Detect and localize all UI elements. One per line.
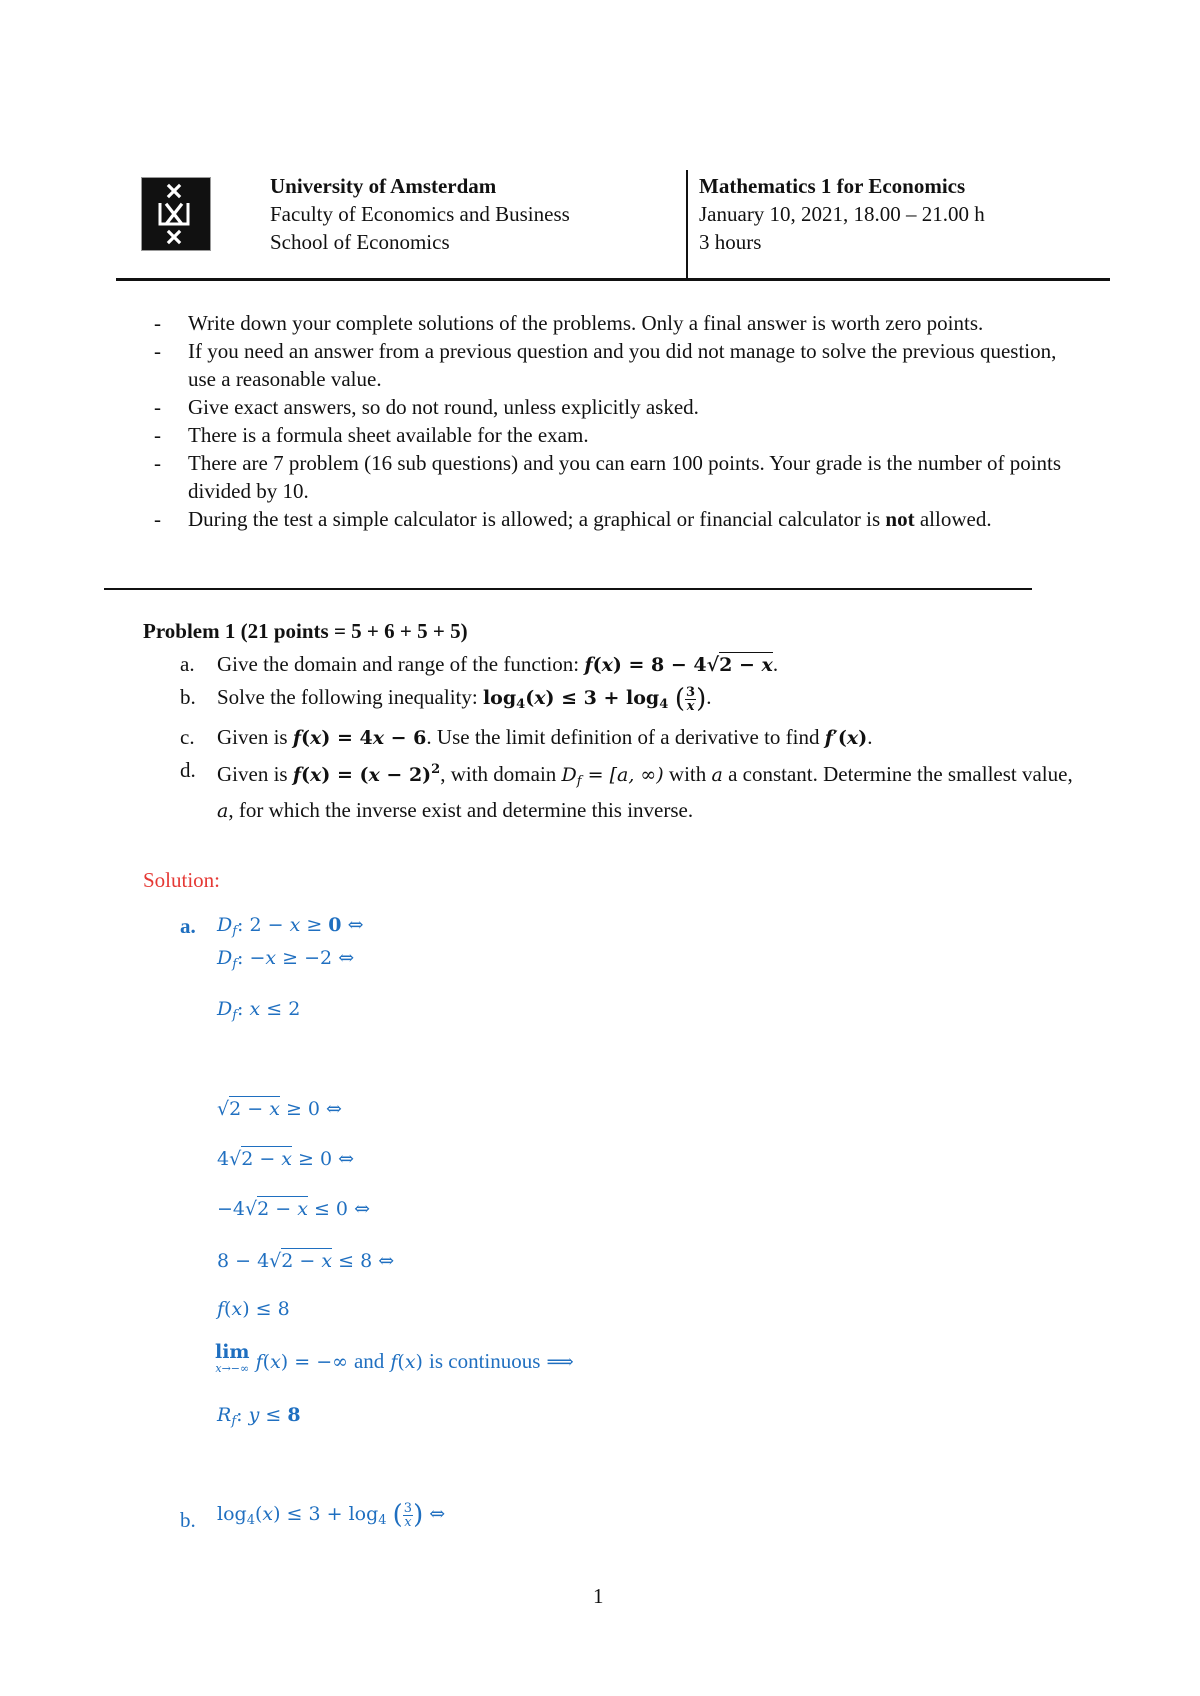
faculty-name: Faculty of Economics and Business — [270, 202, 570, 226]
question-d: d. Given is $f(x) = (x - 2)^2$, with domain $D_f = [a$, ∞) with a a constant. Determine the smallest value, a, for which the inverse exist and determine this inverse. — [180, 758, 1073, 822]
instructions-divider — [104, 588, 1032, 590]
question-b: b. Solve the following inequality: $\log_4(x) \le 3 + \log_4$ ( $\frac{3}{x}$ ). — [180, 684, 712, 714]
solution-line: $D_f$: −x ≥ −2 ⇔ — [217, 947, 355, 972]
solution-line: √2 − x ≥ 0 ⇔ — [217, 1098, 342, 1120]
instruction-item: - During the test a simple calculator is allowed; a graphical or financial calculator is not allowed. — [154, 507, 992, 531]
solution-line: $D_f$: 2 − x ≥ 0 ⇔ — [217, 914, 364, 939]
solution-line: f(x) ≤ 8 — [217, 1298, 290, 1320]
solution-line: −4√2 − x ≤ 0 ⇔ — [217, 1198, 370, 1220]
course-block — [699, 172, 985, 256]
university-name: University of Amsterdam — [270, 174, 497, 198]
solution-line: 4√2 − x ≥ 0 ⇔ — [217, 1148, 355, 1170]
problem-title: Problem 1 (21 points = 5 + 6 + 5 + 5) — [143, 619, 468, 643]
math-expression: $\log_4(x) \le 3 + \log_4$ ( $\frac{3}{x}$ ) — [482, 684, 707, 714]
instruction-item: - If you need an answer from a previous question and you did not manage to solve the previous question, use a reasonable value. — [154, 339, 1057, 391]
instructions-list — [150, 309, 1070, 533]
solution-label-a: a. — [180, 914, 196, 938]
university-logo — [142, 178, 210, 250]
institution-block — [270, 172, 570, 256]
instruction-item: - There is a formula sheet available for the exam. — [154, 423, 589, 447]
math-expression: f′(x) — [824, 727, 868, 749]
course-title: Mathematics 1 for Economics — [699, 174, 966, 198]
question-list — [180, 650, 1080, 829]
math-expression: f(x) = 8 − 4√2 − x — [584, 654, 773, 676]
instruction-item: - Give exact answers, so do not round, unless explicitly asked. — [154, 395, 699, 419]
question-a: a. Give the domain and range of the function: f(x) = 8 − 4√2 − x. — [180, 652, 779, 676]
exam-duration: 3 hours — [699, 230, 762, 254]
page-number: 1 — [593, 1584, 604, 1608]
math-expression: f(x) = 4x − 6 — [292, 727, 427, 749]
math-expression: $f(x) = (x - 2)^2$ — [292, 762, 441, 786]
exam-date-time: January 10, 2021, 18.00 – 21.00 h — [699, 202, 985, 226]
instruction-item: - Write down your complete solutions of the problems. Only a final answer is worth zero points. — [154, 311, 984, 335]
header-divider-vertical — [686, 170, 688, 280]
solution-line: lim x→−∞ f(x) = −∞ and f(x) is continuous ⟹ — [215, 1341, 574, 1375]
solution-line: $D_f$: x ≤ 2 — [217, 998, 301, 1023]
math-expression: $D_f = [a$, ∞) — [561, 764, 664, 789]
solution-line: $R_f$: y ≤ 8 — [217, 1404, 301, 1429]
instruction-item: - There are 7 problem (16 sub questions) and you can earn 100 points. Your grade is the number of points divided by 10. — [154, 451, 1062, 503]
solution-title: Solution: — [143, 868, 221, 892]
school-name: School of Economics — [270, 230, 450, 254]
solution-line: 8 − 4√2 − x ≤ 8 ⇔ — [217, 1250, 395, 1272]
question-c: c. Given is f(x) = 4x − 6. Use the limit definition of a derivative to find f′(x). — [180, 725, 873, 749]
solution-label-b: b. — [180, 1508, 196, 1532]
uva-crosses-icon — [142, 178, 210, 250]
header-divider — [116, 278, 1110, 281]
solution-line: $\log_4(x) \le 3 + \log_4$ ( $\frac{3}{x}$ ) ⇔ — [217, 1500, 446, 1530]
